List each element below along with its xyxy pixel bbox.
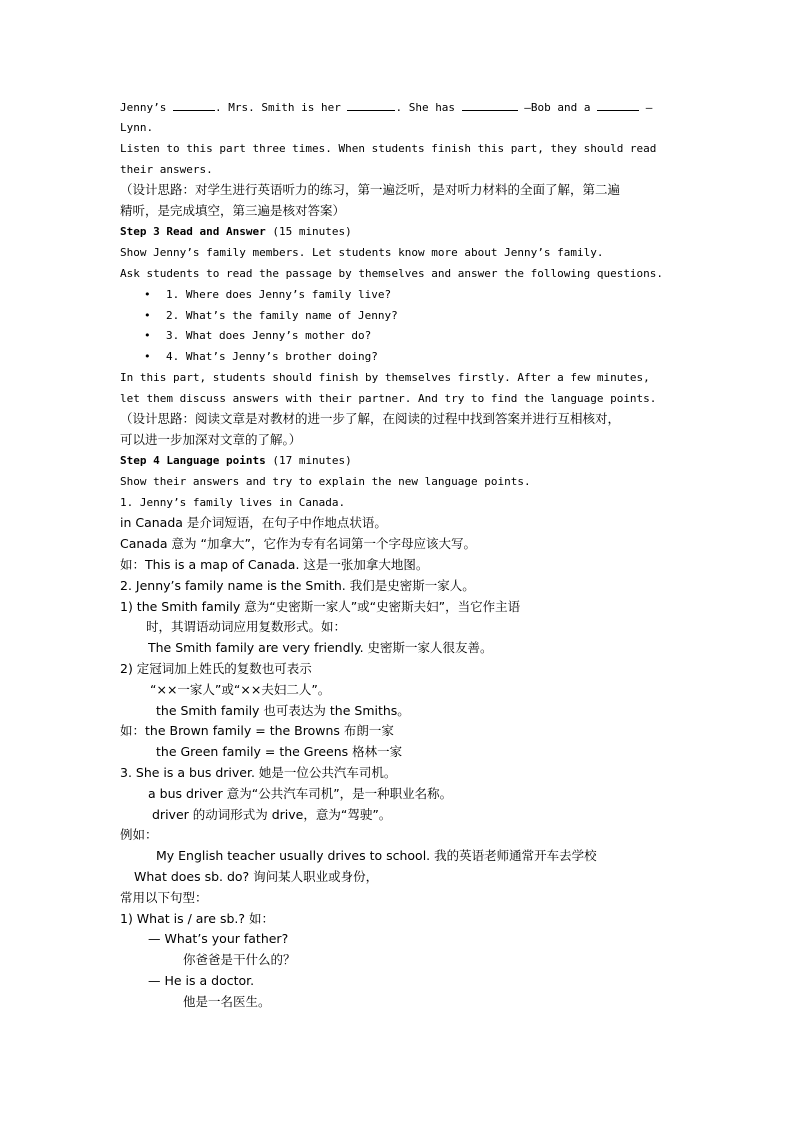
text-line: 1) the Smith family 意为“史密斯一家人”或“史密斯夫妇”，当它作主语 <box>120 599 521 614</box>
text-line: let them discuss answers with their partner. And try to find the language points. <box>120 392 657 405</box>
design-note: （设计思路：阅读文章是对教材的进一步了解，在阅读的过程中找到答案并进行互相核对， <box>120 411 621 426</box>
text-line: Ask students to read the passage by themselves and answer the following questions. <box>120 267 664 280</box>
text-line: their answers. <box>120 163 213 176</box>
text-line: Show Jenny’s family members. Let students know more about Jenny’s family. <box>120 246 604 259</box>
text-line: in Canada 是介词短语，在句子中作地点状语。 <box>120 515 387 530</box>
dialog-translation: 你爸爸是干什么的？ <box>183 952 296 967</box>
text-line: Lynn. <box>120 121 154 134</box>
step4-heading <box>120 451 680 472</box>
bullet-icon: • <box>144 350 151 363</box>
text-line: a bus driver 意为“公共汽车司机”，是一种职业名称。 <box>148 786 453 801</box>
step-title: Step 3 Read and Answer <box>120 225 266 238</box>
step3-heading <box>120 222 680 243</box>
text-line: 时，其谓语动词应用复数形式。如： <box>146 619 347 634</box>
sentence-part: — <box>639 101 653 114</box>
question-item: 1. Where does Jenny’s family live? <box>166 288 392 301</box>
step-time: (15 minutes) <box>265 225 352 238</box>
text-line: driver 的动词形式为 drive，意为“驾驶”。 <box>152 807 392 822</box>
question-item: 4. What’s Jenny’s brother doing? <box>166 350 378 363</box>
bullet-icon: • <box>144 329 151 342</box>
answer-blank[interactable] <box>347 99 395 111</box>
step-title: Step 4 Language points <box>120 454 266 467</box>
question-item: 2. What’s the family name of Jenny? <box>166 309 398 322</box>
answer-blank[interactable] <box>462 99 518 111</box>
sentence-part: Jenny’s <box>120 101 167 114</box>
text-line: Canada 意为 “加拿大”，它作为专有名词第一个字母应该大写。 <box>120 536 476 551</box>
example-line: the Smith family 也可表达为 the Smiths。 <box>156 703 410 718</box>
text-line: “××一家人”或“××夫妇二人”。 <box>150 682 331 697</box>
text-line: 2) 定冠词加上姓氏的复数也可表示 <box>120 661 312 676</box>
design-note: 精听，是完成填空，第三遍是核对答案） <box>120 203 346 218</box>
dialog-line: — He is a doctor. <box>148 973 255 988</box>
answer-blank[interactable] <box>597 99 639 111</box>
question-item: 3. What does Jenny’s mother do? <box>166 329 372 342</box>
example-line: The Smith family are very friendly. 史密斯一家人很友善。 <box>148 640 493 655</box>
dialog-translation: 他是一名医生。 <box>183 994 271 1009</box>
sentence-part: . She has <box>395 101 456 114</box>
sentence-part: —Bob and a <box>517 101 591 114</box>
text-line: 3. She is a bus driver. 她是一位公共汽车司机。 <box>120 765 397 780</box>
example-line: 如：the Brown family = the Browns 布朗一家 <box>120 723 394 738</box>
text-line: 如：This is a map of Canada. 这是一张加拿大地图。 <box>120 557 429 572</box>
sentence-part: . Mrs. Smith is her <box>214 101 341 114</box>
text-line: 1. Jenny’s family lives in Canada. <box>120 496 346 509</box>
text-line: 常用以下句型： <box>120 890 208 905</box>
text-line: Listen to this part three times. When students finish this part, they should read <box>120 142 657 155</box>
step-time: (17 minutes) <box>265 454 352 467</box>
design-note: 可以进一步加深对文章的了解。） <box>120 432 302 447</box>
fill-in-sentence <box>120 98 680 119</box>
text-line: 2. Jenny’s family name is the Smith. 我们是史密斯一家人。 <box>120 578 475 593</box>
text-line: In this part, students should finish by themselves firstly. After a few minutes, <box>120 371 650 384</box>
dialog-line: — What’s your father? <box>148 931 289 946</box>
text-line: What does sb. do? 询问某人职业或身份， <box>134 869 379 884</box>
text-line: Show their answers and try to explain the new language points. <box>120 475 531 488</box>
design-note: （设计思路：对学生进行英语听力的练习，第一遍泛听，是对听力材料的全面了解，第二遍 <box>120 182 621 197</box>
bullet-icon: • <box>144 288 151 301</box>
example-line: My English teacher usually drives to school. 我的英语老师通常开车去学校 <box>156 848 597 863</box>
example-line: the Green family = the Greens 格林一家 <box>156 744 403 759</box>
text-line: 1) What is / are sb.? 如： <box>120 911 274 926</box>
bullet-icon: • <box>144 309 151 322</box>
answer-blank[interactable] <box>173 99 215 111</box>
text-line: 例如： <box>120 827 158 842</box>
